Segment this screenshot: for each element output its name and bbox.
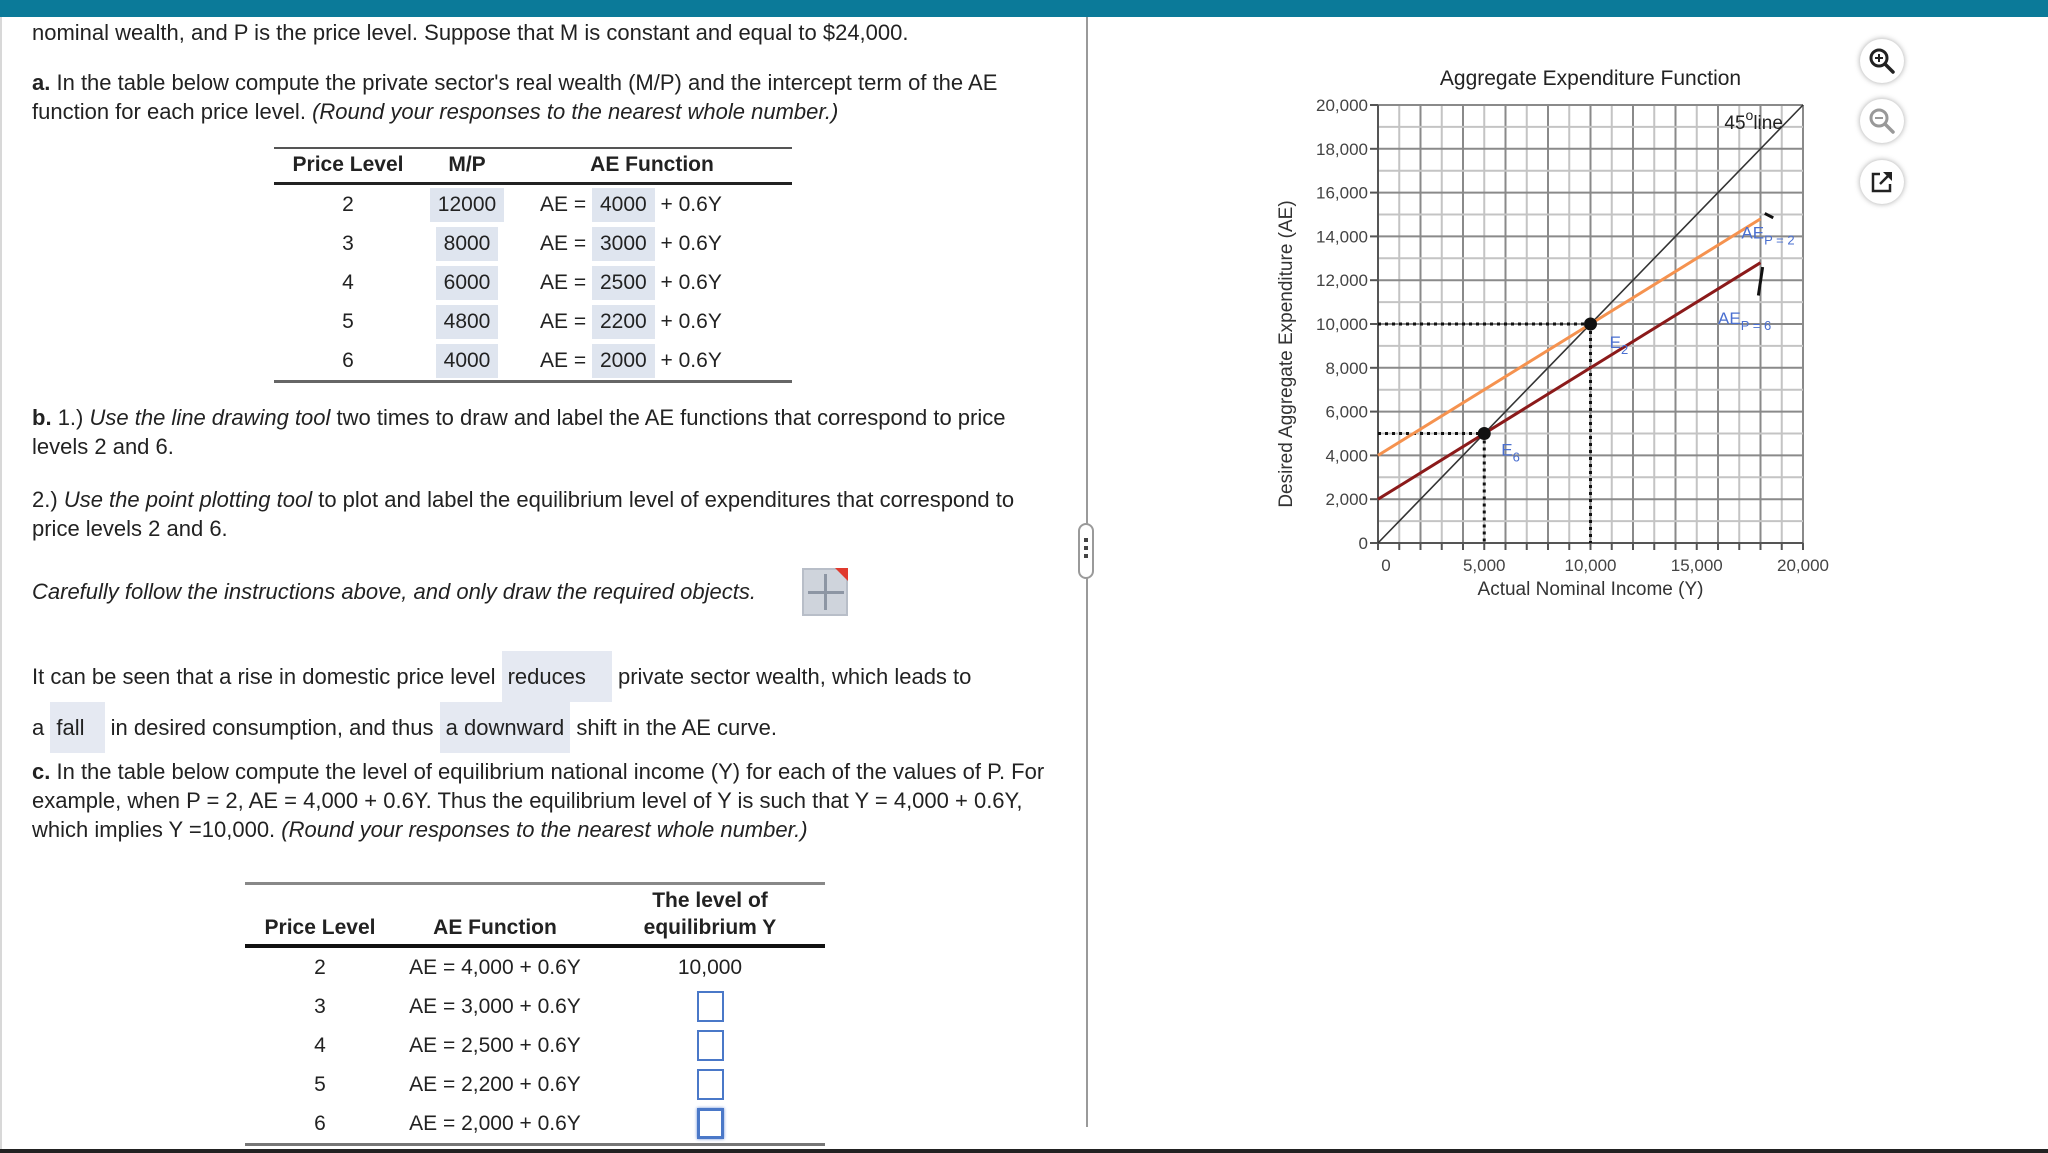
- table-row: [245, 1026, 825, 1065]
- sentence-part-2: private sector wealth, which leads to: [618, 664, 972, 689]
- intercept-answer[interactable]: 4000: [592, 188, 655, 222]
- part-b-step2: [32, 485, 1052, 543]
- price-level-cell: 5: [342, 309, 354, 333]
- y-axis-label: Desired Aggregate Expenditure (AE): [1276, 200, 1297, 508]
- table-row: [274, 341, 792, 382]
- price-level-cell: 4: [342, 270, 354, 294]
- ae-suffix: + 0.6Y: [660, 231, 722, 255]
- step2-text: to plot and label the equilibrium level of expenditures that correspond to price levels 2 and 6.: [32, 487, 1015, 541]
- zoom-out-button[interactable]: [1860, 99, 1904, 143]
- price-level-cell: 3: [342, 231, 354, 255]
- mp-cell: [422, 184, 512, 225]
- ae-function-cell: [512, 302, 792, 341]
- mp-cell: [422, 263, 512, 302]
- cut-off-intro-text: nominal wealth, and P is the price level. Suppose that M is constant and equal to $24,000.: [32, 20, 909, 45]
- dropdown-consumption-change[interactable]: fall: [50, 702, 104, 753]
- label-ae-p6: $AE_{P = 6}$: [1718, 309, 1772, 333]
- ae-function-cell: [512, 263, 792, 302]
- part-a-label: a.: [32, 70, 51, 95]
- table-row: [274, 302, 792, 341]
- real-wealth-table: [274, 147, 792, 383]
- equilibrium-income-table: [245, 882, 825, 1146]
- x-tick-label: 5,000: [1462, 556, 1506, 575]
- equilibrium-y-input[interactable]: [697, 1108, 724, 1139]
- line-tool-reference: Use the line drawing tool: [89, 405, 331, 430]
- ae-suffix: + 0.6Y: [660, 192, 722, 216]
- step2-number: 2.): [32, 487, 58, 512]
- x-tick-label: 20,000: [1777, 556, 1829, 575]
- y-tick-label: 12,000: [1316, 271, 1368, 291]
- table-row: [245, 987, 825, 1026]
- price-level-cell: 2: [314, 955, 326, 979]
- price-level-cell: 3: [314, 994, 326, 1018]
- y-tick-label: 6,000: [1325, 402, 1368, 422]
- ae-chart[interactable]: [1260, 50, 1830, 620]
- ae-function-cell: [512, 224, 792, 263]
- table-row: [274, 224, 792, 263]
- price-level-cell: 6: [274, 341, 422, 382]
- y-tick-label: 14,000: [1316, 227, 1368, 247]
- part-c-note: (Round your responses to the nearest whole number.): [281, 817, 808, 842]
- label-leader-p6: [1758, 267, 1762, 295]
- equilibrium-y-input[interactable]: [697, 1030, 724, 1061]
- equilibrium-y-value: 10,000: [677, 955, 743, 979]
- ae-prefix: AE =: [540, 231, 587, 255]
- ae-prefix: AE =: [540, 348, 587, 372]
- y-tick-label: 0: [1358, 534, 1368, 553]
- ae-suffix: + 0.6Y: [660, 309, 722, 333]
- ae-suffix: + 0.6Y: [660, 348, 722, 372]
- y-tick-label: 8,000: [1325, 358, 1368, 378]
- ae-prefix: AE =: [540, 309, 587, 333]
- sentence-part-3: a: [32, 715, 45, 740]
- mp-cell: [422, 224, 512, 263]
- table-row: [274, 184, 792, 225]
- price-level-cell: 5: [314, 1072, 326, 1096]
- intercept-answer[interactable]: 2500: [592, 266, 655, 300]
- table-row: [245, 1065, 825, 1104]
- bottom-bar: [0, 1149, 2048, 1153]
- conclusion-sentence: [32, 651, 1052, 753]
- ae-function-cell: AE = 2,500 + 0.6Y: [409, 1033, 581, 1057]
- mp-answer[interactable]: 4800: [436, 305, 499, 339]
- x-tick-label: 0: [1381, 556, 1391, 575]
- x-tick-label: 10,000: [1564, 556, 1617, 575]
- equilibrium-y-cell: [595, 1026, 825, 1065]
- popout-button[interactable]: [1860, 160, 1904, 204]
- mp-answer[interactable]: 8000: [436, 227, 499, 261]
- price-level-cell: 2: [342, 192, 354, 216]
- equilibrium-point-e6: [1478, 427, 1491, 440]
- intercept-answer[interactable]: 2200: [592, 305, 655, 339]
- price-level-cell: 4: [314, 1033, 326, 1057]
- external-link-icon: [1869, 169, 1895, 195]
- y-tick-label: 16,000: [1316, 183, 1368, 203]
- top-bar: [0, 0, 2048, 17]
- equilibrium-point-e2: [1584, 318, 1597, 331]
- part-c-text: [32, 757, 1052, 844]
- mp-answer[interactable]: 12000: [430, 188, 504, 222]
- question-panel[interactable]: [0, 17, 1086, 1149]
- dropdown-price-effect[interactable]: reduces: [502, 651, 612, 702]
- table-row: [245, 946, 825, 987]
- header-mp: M/P: [422, 148, 512, 184]
- mp-answer[interactable]: 4000: [436, 344, 499, 378]
- graph-tool-icon[interactable]: [802, 568, 848, 616]
- sentence-part-4: in desired consumption, and thus: [110, 715, 434, 740]
- part-a-instructions: In the table below compute the private sector's real wealth (M/P) and the intercept term of the AE function for each price level.: [32, 70, 998, 124]
- sentence-part-5: shift in the AE curve.: [576, 715, 777, 740]
- zoom-out-icon: [1868, 107, 1896, 135]
- label-45-degree-line: 45$^o$line: [1724, 107, 1783, 135]
- draw-instruction-text: Carefully follow the instructions above, and only draw the required objects.: [32, 579, 756, 604]
- table-row: [245, 1104, 825, 1145]
- equilibrium-y-cell: [595, 1065, 825, 1104]
- part-c-label: c.: [32, 759, 51, 784]
- ae-function-cell: AE = 3,000 + 0.6Y: [409, 994, 581, 1018]
- header-equilibrium-y: [595, 884, 825, 947]
- resize-handle[interactable]: [1078, 523, 1094, 579]
- y-tick-label: 4,000: [1325, 446, 1368, 466]
- label-e6: $E_6$: [1501, 440, 1520, 465]
- ae-function-cell: [512, 341, 792, 382]
- step1-number: 1.): [57, 405, 84, 430]
- y-tick-label: 2,000: [1325, 490, 1368, 510]
- part-c-instructions: In the table below compute the level of equilibrium national income (Y) for each of the values of P. For example, when P = 2, AE = 4,000 + 0.6Y. Thus the equilibrium level of Y is such that Y = 4,000 + 0.6Y, which implies Y =10,000.: [32, 759, 1045, 842]
- equilibrium-y-input[interactable]: [697, 991, 724, 1022]
- sentence-part-1: It can be seen that a rise in domestic price level: [32, 664, 496, 689]
- draw-instruction: [32, 577, 1052, 606]
- part-a-note: (Round your responses to the nearest whole number.): [312, 99, 839, 124]
- point-tool-reference: Use the point plotting tool: [63, 487, 313, 512]
- header-price-level: Price Level: [274, 148, 422, 184]
- intercept-answer[interactable]: 3000: [592, 227, 655, 261]
- ae-prefix: AE =: [540, 270, 587, 294]
- step1-text: two times to draw and label the AE functions that correspond to price levels 2 and 6.: [32, 405, 1006, 459]
- part-b-label: b.: [32, 405, 52, 430]
- ae-function-cell: AE = 4,000 + 0.6Y: [409, 955, 581, 979]
- header-ae-function: AE Function: [512, 148, 792, 184]
- part-a-text: [32, 68, 1052, 126]
- header-equilibrium-y-text: The level of equilibrium Y: [643, 889, 777, 939]
- ae-suffix: + 0.6Y: [660, 270, 722, 294]
- y-tick-label: 18,000: [1316, 139, 1368, 159]
- mp-answer[interactable]: 6000: [436, 266, 499, 300]
- zoom-in-icon: [1868, 47, 1896, 75]
- mp-cell: [422, 302, 512, 341]
- ae-function-cell: AE = 2,200 + 0.6Y: [409, 1072, 581, 1096]
- y-tick-label: 20,000: [1316, 96, 1368, 115]
- x-axis-label: Actual Nominal Income (Y): [1477, 579, 1704, 600]
- header-price-level: Price Level: [245, 884, 395, 947]
- zoom-in-button[interactable]: [1860, 39, 1904, 83]
- price-level-cell: 6: [245, 1104, 395, 1145]
- y-tick-label: 10,000: [1316, 315, 1368, 334]
- ae-function-cell: AE = 2,000 + 0.6Y: [395, 1104, 595, 1145]
- label-ae-p2: $AE_{P = 2}$: [1741, 223, 1795, 248]
- mp-cell: [422, 341, 512, 382]
- equilibrium-y-cell: [595, 987, 825, 1026]
- table-row: [274, 263, 792, 302]
- ae-function-cell: [512, 184, 792, 225]
- part-b-step1: [32, 403, 1052, 461]
- chart-title: Aggregate Expenditure Function: [1439, 67, 1742, 90]
- label-e2: $E_2$: [1609, 333, 1629, 358]
- ae-prefix: AE =: [540, 192, 587, 216]
- x-tick-label: 15,000: [1670, 556, 1723, 575]
- equilibrium-y-cell: [595, 946, 825, 987]
- equilibrium-y-cell: [595, 1104, 825, 1145]
- equilibrium-y-input[interactable]: [697, 1069, 724, 1100]
- dropdown-shift-direction[interactable]: a downward: [440, 702, 571, 753]
- header-ae-function: AE Function: [395, 884, 595, 947]
- intercept-answer[interactable]: 2000: [592, 344, 655, 378]
